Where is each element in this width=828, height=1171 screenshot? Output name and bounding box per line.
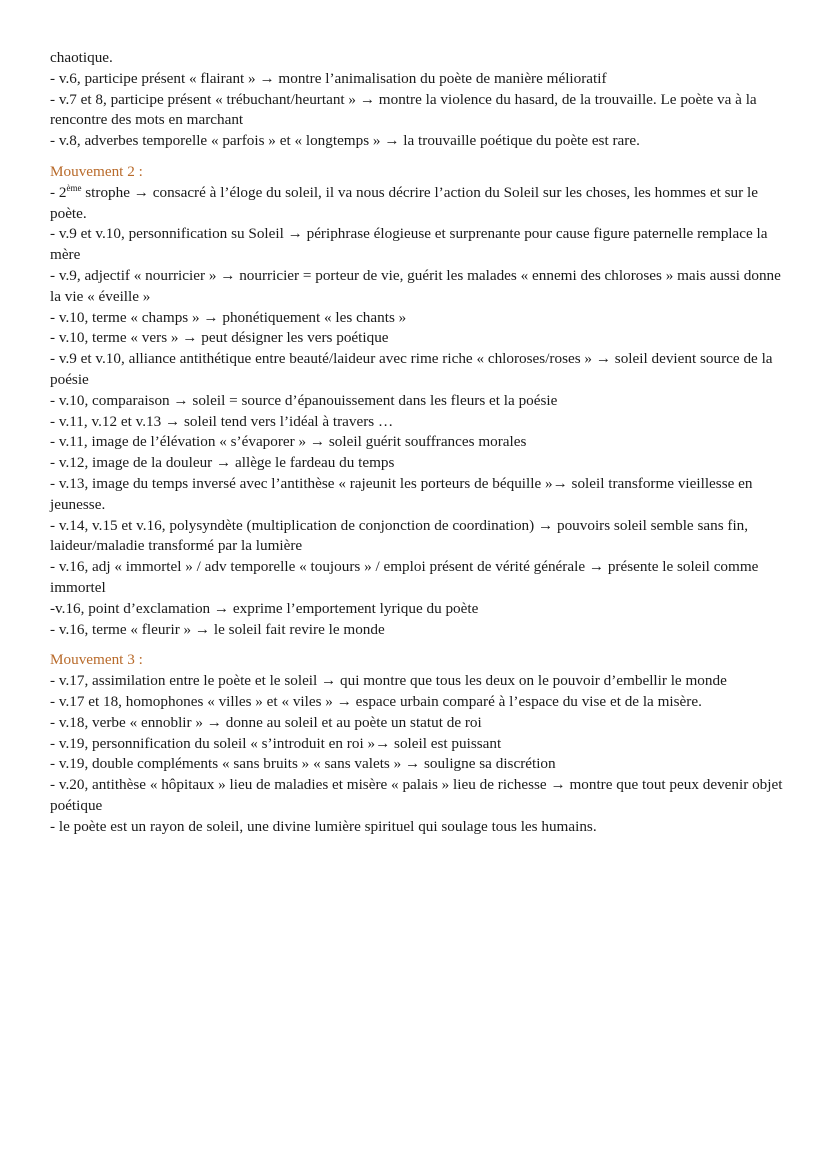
text-line: - v.16, terme « fleurir » → le soleil fait revire le monde bbox=[50, 620, 385, 638]
text-line: - v.7 et 8, participe présent « trébuchant/heurtant » → montre la violence du hasard, de la trouvaille. Le poète va à la rencontre des mots en marchant bbox=[50, 90, 757, 129]
text-line: chaotique. bbox=[50, 49, 113, 66]
text-line: - v.11, v.12 et v.13 → soleil tend vers l’idéal à travers … bbox=[50, 412, 394, 430]
movement-3-heading: Mouvement 3 : bbox=[50, 651, 143, 669]
text-line: - v.10, terme « champs » → phonétiquement « les chants » bbox=[50, 308, 407, 326]
text-line: - le poète est un rayon de soleil, une divine lumière spirituel qui soulage tous les humains. bbox=[50, 817, 597, 835]
text-line: - v.9, adjectif « nourricier » → nourricier = porteur de vie, guérit les malades « ennemi des chloroses » mais aussi donne la vie « éveille » bbox=[50, 266, 781, 305]
text-line: - v.6, participe présent « flairant » → montre l’animalisation du poète de manière mélioratif bbox=[50, 69, 607, 87]
text-line: - v.9 et v.10, personnification su Soleil → périphrase élogieuse et surprenante pour cause figure paternelle remplace la mère bbox=[50, 225, 768, 264]
movement-2-section bbox=[50, 162, 790, 640]
text-line bbox=[50, 183, 790, 225]
text-line: - v.20, antithèse « hôpitaux » lieu de maladies et misère « palais » lieu de richesse → montre que tout peux devenir objet poétique bbox=[50, 776, 783, 814]
text-line: - v.17, assimilation entre le poète et le soleil → qui montre que tous les deux on le pouvoir d’embellir le monde bbox=[50, 672, 727, 690]
text-line: - v.13, image du temps inversé avec l’antithèse « rajeunit les porteurs de béquille »→ soleil transforme vieillesse en jeunesse. bbox=[50, 474, 753, 513]
movement-3-section bbox=[50, 650, 790, 837]
text-line: -v.16, point d’exclamation → exprime l’emportement lyrique du poète bbox=[50, 599, 479, 617]
text-line: - v.14, v.15 et v.16, polysyndète (multiplication de conjonction de coordination) → pouvoirs soleil semble sans fin, laideur/maladie transformé par la lumière bbox=[50, 516, 749, 555]
first-line-rest: strophe → consacré à l’éloge du soleil, il va nous décrire l’action du Soleil sur les choses, les hommes et sur le poète. bbox=[50, 183, 758, 222]
text-line: - v.18, verbe « ennoblir » → donne au soleil et au poète un statut de roi bbox=[50, 713, 482, 731]
text-line: - v.9 et v.10, alliance antithétique entre beauté/laideur avec rime riche « chloroses/roses » → soleil devient source de la poésie bbox=[50, 350, 773, 388]
first-line-prefix: - 2 bbox=[50, 183, 67, 201]
movement-2-heading: Mouvement 2 : bbox=[50, 162, 143, 180]
text-line: - v.10, terme « vers » → peut désigner les vers poétique bbox=[50, 329, 389, 347]
text-line: - v.19, double compléments « sans bruits » « sans valets » → souligne sa discrétion bbox=[50, 755, 556, 773]
document-page bbox=[50, 48, 790, 837]
superscript: ème bbox=[66, 182, 82, 193]
text-line: - v.19, personnification du soleil « s’introduit en roi »→ soleil est puissant bbox=[50, 734, 502, 752]
text-line: - v.17 et 18, homophones « villes » et « viles » → espace urbain comparé à l’espace du vise et de la misère. bbox=[50, 692, 702, 710]
intro-section bbox=[50, 48, 790, 152]
text-line: - v.11, image de l’élévation « s’évaporer » → soleil guérit souffrances morales bbox=[50, 433, 527, 451]
text-line: - v.16, adj « immortel » / adv temporelle « toujours » / emploi présent de vérité générale → présente le soleil comme immortel bbox=[50, 558, 759, 596]
text-line: - v.8, adverbes temporelle « parfois » et « longtemps » → la trouvaille poétique du poète est rare. bbox=[50, 132, 640, 150]
text-line: - v.10, comparaison → soleil = source d’épanouissement dans les fleurs et la poésie bbox=[50, 391, 558, 409]
text-line: - v.12, image de la douleur → allège le fardeau du temps bbox=[50, 454, 395, 472]
